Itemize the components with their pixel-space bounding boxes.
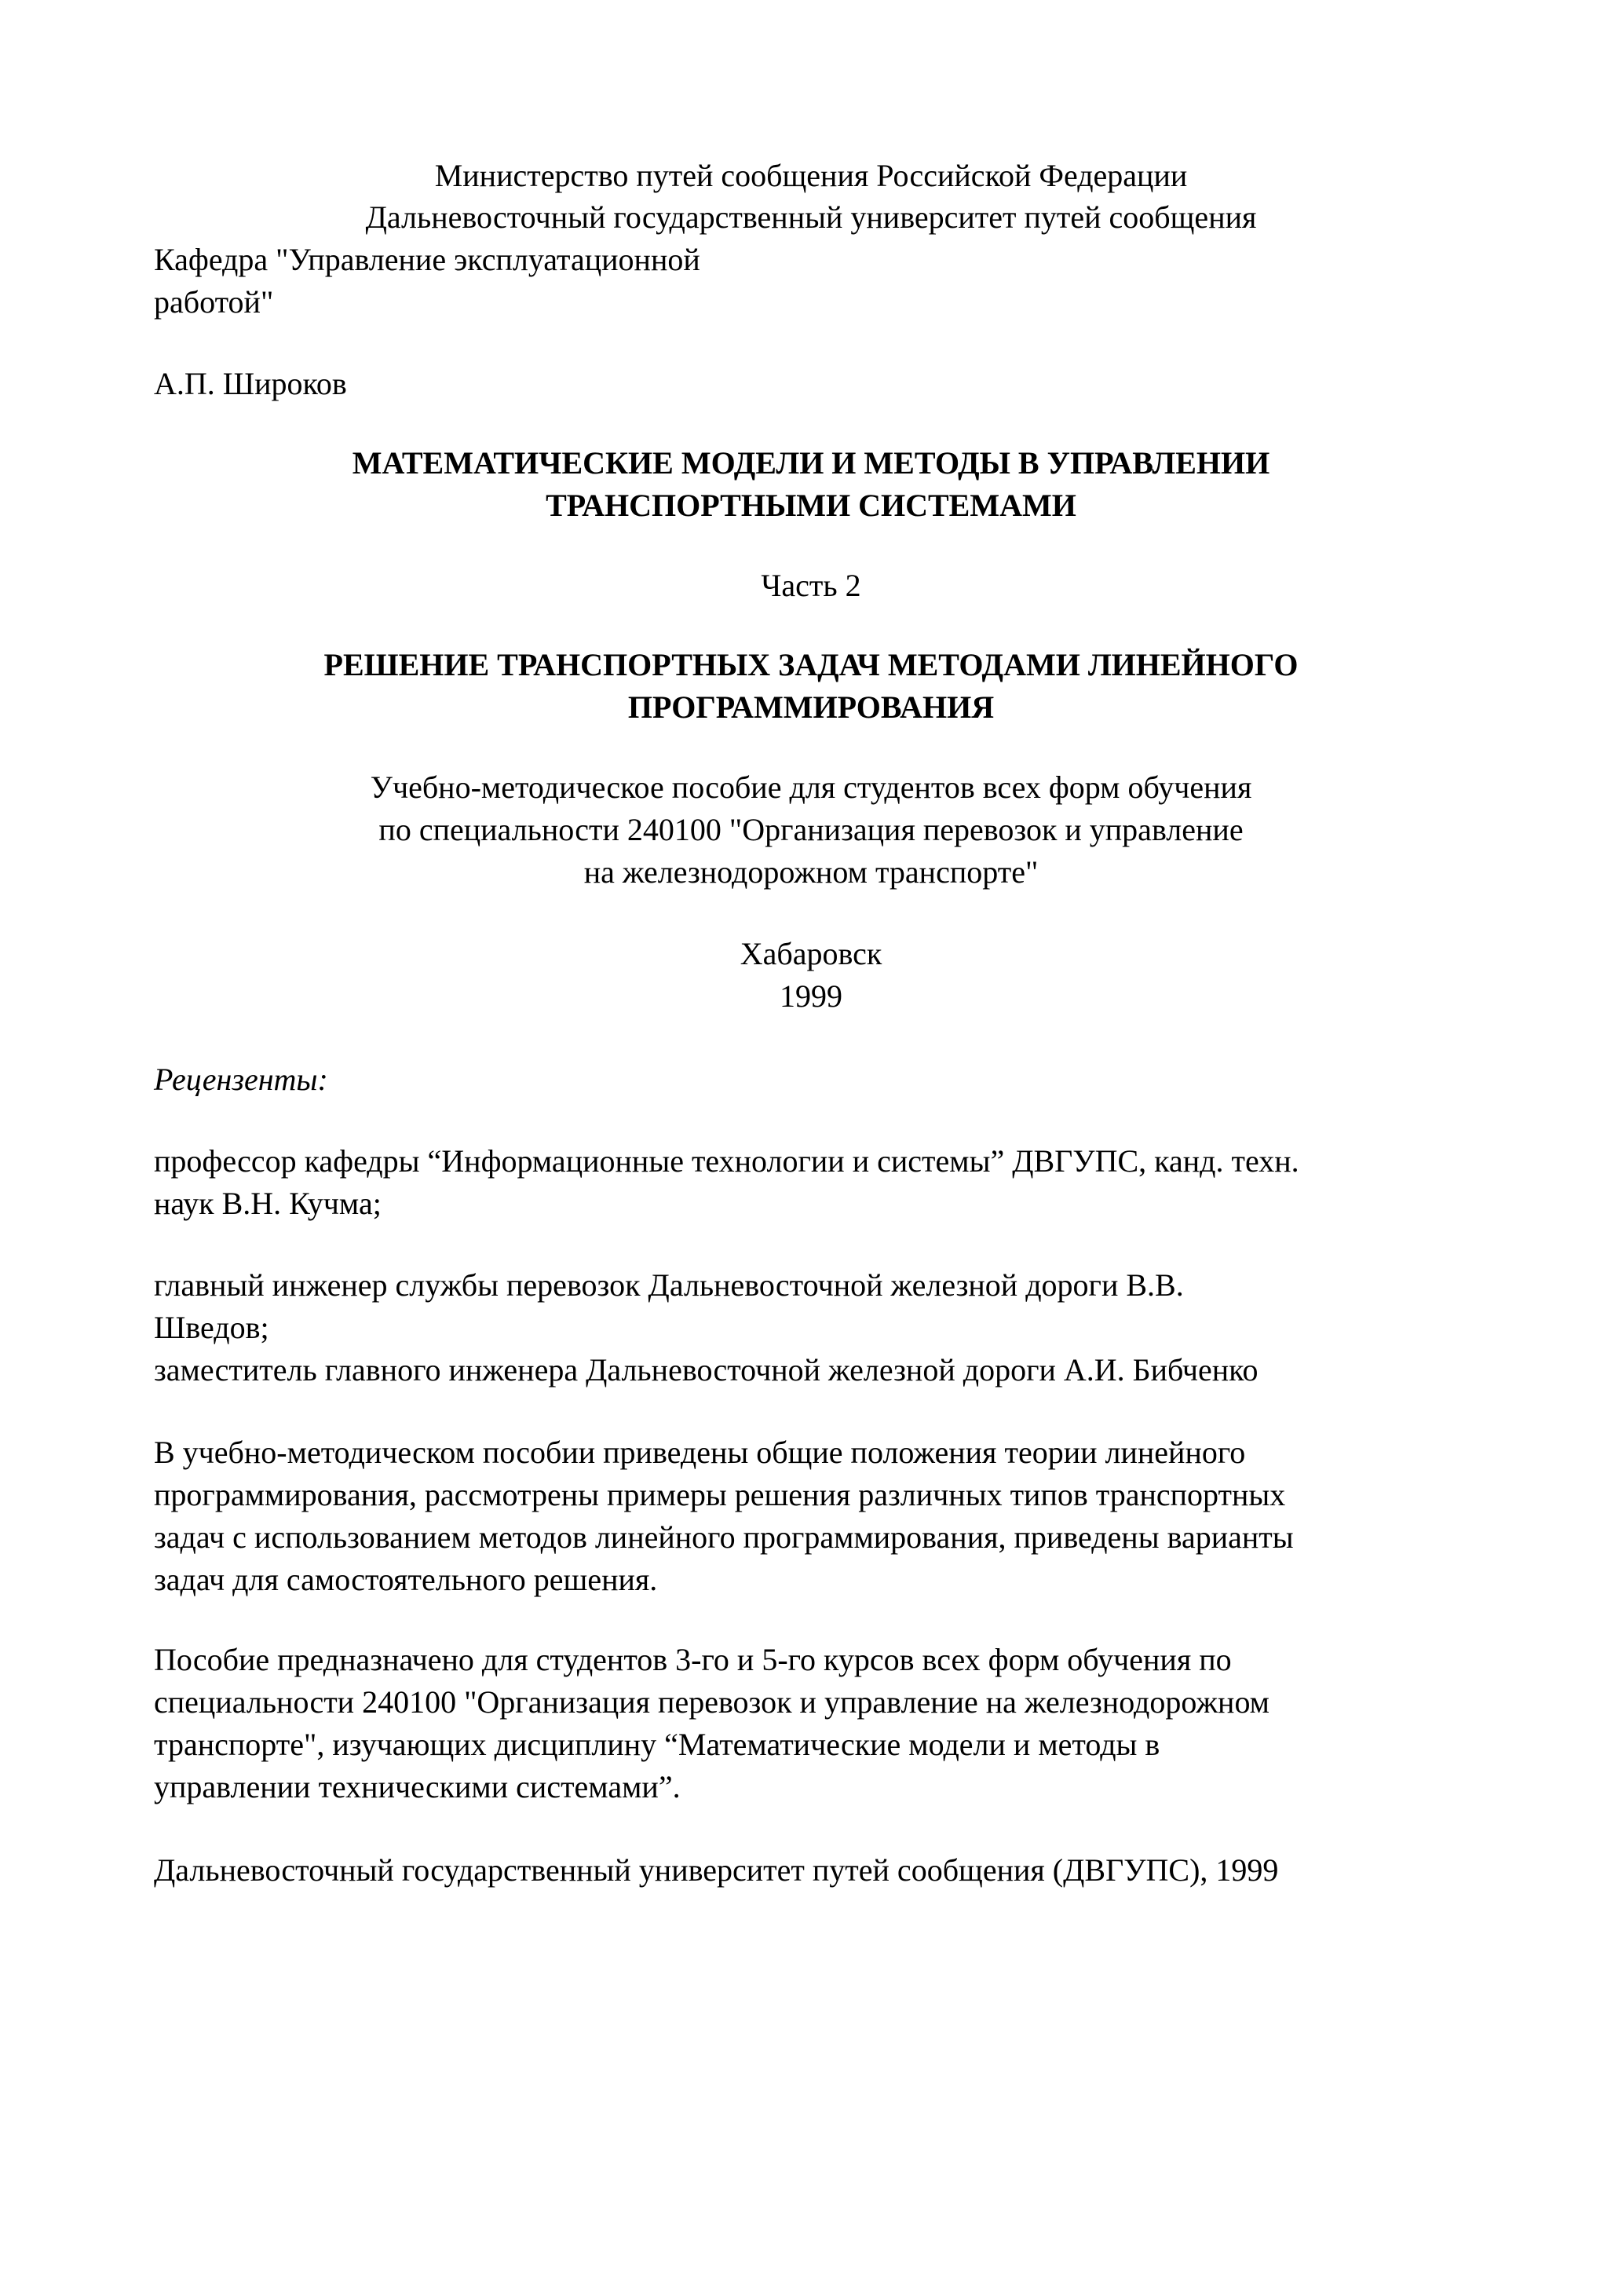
reviewers-heading: Рецензенты:: [154, 1062, 328, 1097]
description-line-3: на железнодорожном транспорте": [583, 854, 1039, 890]
subtitle-line-2: ПРОГРАММИРОВАНИЯ: [627, 689, 995, 725]
reviewer-2-line-1: главный инженер службы перевозок Дальневосточной железной дороги В.В.: [154, 1267, 1184, 1303]
reviewer-2-line-2: Шведов;: [154, 1310, 269, 1345]
imprint-year: 1999: [780, 978, 842, 1014]
reviewer-3-line-1: заместитель главного инженера Дальневосточной железной дороги А.И. Бибченко: [154, 1352, 1259, 1387]
audience-line-1: Пособие предназначено для студентов 3-го и 5-го курсов всех форм обучения по: [154, 1642, 1232, 1677]
abstract-line-2: программирования, рассмотрены примеры решения различных типов транспортных: [154, 1477, 1286, 1512]
ministry-line: Министерство путей сообщения Российской Федерации: [434, 158, 1188, 193]
copyright-line: Дальневосточный государственный университет путей сообщения (ДВГУПС), 1999: [154, 1852, 1279, 1888]
reviewer-1-line-2: наук В.Н. Кучма;: [154, 1186, 382, 1221]
department-line-2: работой": [154, 284, 274, 320]
audience-line-4: управлении техническими системами”.: [154, 1769, 681, 1804]
reviewer-1-line-1: профессор кафедры “Информационные технологии и системы” ДВГУПС, канд. техн.: [154, 1143, 1299, 1179]
author-name: А.П. Широков: [154, 366, 347, 401]
abstract-line-4: задач для самостоятельного решения.: [154, 1562, 658, 1597]
imprint-city: Хабаровск: [740, 936, 882, 971]
university-line: Дальневосточный государственный университет путей сообщения: [365, 199, 1257, 235]
description-line-1: Учебно-методическое пособие для студентов всех форм обучения: [370, 770, 1252, 805]
audience-line-3: транспорте", изучающих дисциплину “Математические модели и методы в: [154, 1727, 1160, 1762]
title-line-1: МАТЕМАТИЧЕСКИЕ МОДЕЛИ И МЕТОДЫ В УПРАВЛЕНИИ: [352, 445, 1270, 481]
abstract-line-1: В учебно-методическом пособии приведены общие положения теории линейного: [154, 1435, 1246, 1470]
description-line-2: по специальности 240100 "Организация перевозок и управление: [378, 812, 1244, 847]
department-line-1: Кафедра "Управление эксплуатационной: [154, 242, 700, 277]
part-number: Часть 2: [761, 568, 861, 603]
title-line-2: ТРАНСПОРТНЫМИ СИСТЕМАМИ: [546, 488, 1076, 523]
abstract-line-3: задач с использованием методов линейного программирования, приведены варианты: [154, 1519, 1294, 1555]
subtitle-line-1: РЕШЕНИЕ ТРАНСПОРТНЫХ ЗАДАЧ МЕТОДАМИ ЛИНЕЙНОГО: [323, 647, 1299, 682]
audience-line-2: специальности 240100 "Организация перевозок и управление на железнодорожном: [154, 1684, 1269, 1720]
